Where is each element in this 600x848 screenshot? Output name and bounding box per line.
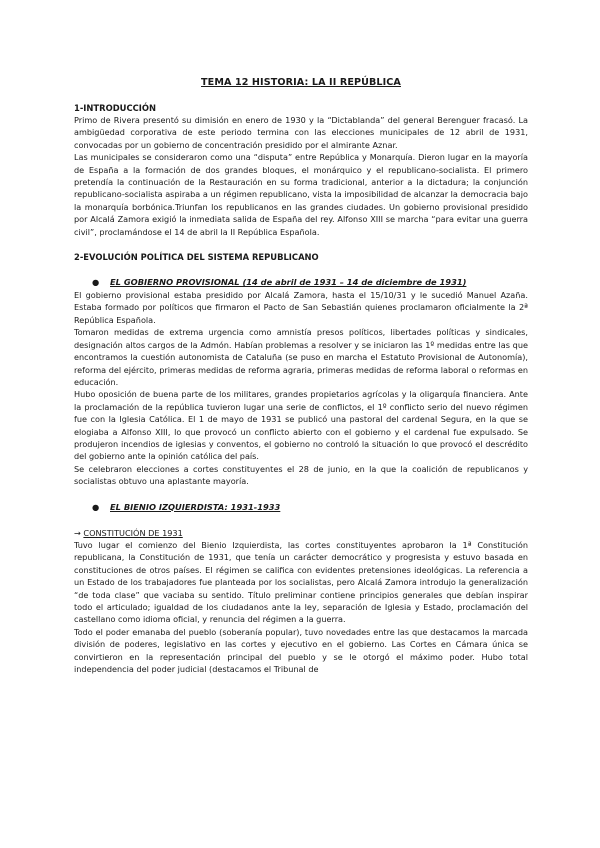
spacer [74, 488, 528, 501]
paragraph: Las municipales se consideraron como una “disputa” entre República y Monarquía. Dieron lugar en la mayoría de España a la formación de dos grandes bloques, el monárquico y el republicano-socialista. El primero pretendía la continuación de la Restauración en su forma tradicional, anterior a la dictadura; la conjunción republicano-socialista aspiraba a un régimen republicano, vista la imposibilidad de alcanzar la democracia bajo la monarquía borbónica.Triunfan los republicanos en las grandes ciudades. Un gobierno provisional presidido por Alcalá Zamora exigió la inmediata salida de España del rey. Alfonso XIII se marcha “para evitar una guerra civil”, proclamándose el 14 de abril la II República Española. [74, 152, 528, 237]
bullet-icon: ● [92, 501, 100, 512]
section-heading-evolucion: 2-EVOLUCIÓN POLÍTICA DEL SISTEMA REPUBLICANO [74, 252, 319, 263]
paragraph: Todo el poder emanaba del pueblo (soberanía popular), tuvo novedades entre las que destacamos la marcada división de poderes, legislativo en las cortes y ejecutivo en el gobierno. Las Cortes en Cámara única se convirtieron en la representación principal del pueblo y se le otorgó el máximo poder. Hubo total independencia del poder judicial (destacamos el Tribunal de [74, 626, 528, 675]
paragraph: Tomaron medidas de extrema urgencia como amnistía presos políticos, libertades políticas y sindicales, designación altos cargos de la Admón. Habían problemas a resolver y se iniciaron las 1º medidas entre las que encontramos la cuestión autonomista de Cataluña (se puso en marcha el Estatuto Provisional de Autonomía), reforma del ejército, primeras medidas de reforma agraria, primeras medidas de reforma laboral o reformas en educación. [74, 327, 528, 387]
bullet-bienio-izquierdista [92, 501, 528, 513]
bullet-label: EL BIENIO IZQUIERDISTA: 1931-1933 [110, 501, 281, 512]
spacer [74, 263, 528, 276]
page-title: TEMA 12 HISTORIA: LA II REPÚBLICA [201, 77, 401, 88]
spacer [74, 514, 528, 527]
section-heading-introduccion: 1-INTRODUCCIÓN [74, 103, 156, 113]
paragraph: Primo de Rivera presentó su dimisión en enero de 1930 y la “Dictablanda” del general Berenguer fracasó. La ambigüedad corporativa de este periodo termina con las elecciones municipales de 12 abril de 1931, convocadas por un gobierno de concentración presidido por el almirante Aznar. [74, 115, 528, 150]
spacer [74, 238, 528, 251]
bullet-icon: ● [92, 277, 100, 288]
paragraph: El gobierno provisional estaba presidido por Alcalá Zamora, hasta el 15/10/31 y le sucedió Manuel Azaña. Estaba formado por políticos que firmaron el Pacto de San Sebastián quienes proclamaron oficialmente la 2ª República Española. [74, 290, 528, 325]
paragraph: Tuvo lugar el comienzo del Bienio Izquierdista, las cortes constituyentes aprobaron la 1ª Constitución republicana, la Constitución de 1931, que tenía un carácter democrático y progresista y estuvo basada en constituciones de otros países. El régimen se califica con evidentes pretensiones ideológicas. La referencia a un Estado de los trabajadores fue planteada por los socialistas, pero Alcalá Zamora introdujo la generalización “de toda clase” que vaciaba su sentido. Título preliminar contiene principios generales que debían inspirar todo el articulado; igualdad de los ciudadanos ante la ley, separación de Iglesia y Estado, proclamación del castellano como idioma oficial, y renuncia del régimen a la guerra. [74, 539, 528, 625]
bullet-gobierno-provisional [92, 276, 528, 288]
arrow-icon: → [74, 527, 81, 538]
bullet-label: EL GOBIERNO PROVISIONAL (14 de abril de 1931 – 14 de diciembre de 1931) [110, 277, 467, 288]
paragraph: Se celebraron elecciones a cortes constituyentes el 28 de junio, en la que la coalición de republicanos y socialistas obtuvo una aplastante mayoría. [74, 463, 528, 487]
paragraph: Hubo oposición de buena parte de los militares, grandes propietarios agrícolas y la oligarquía financiera. Ante la proclamación de la república tuvieron lugar una serie de conflictos, el 1º conflicto serio del nuevo régimen fue con la Iglesia Católica. El 1 de mayo de 1931 se publicó una pastoral del cardenal Segura, en la que se elogiaba a Alfonso XIII, lo que provocó un conflicto abierto con el gobierno y el cardenal fue expulsado. Se produjeron incendios de iglesias y conventos, el gobierno no controló la situación lo que provocó el descrédito del gobierno ante la opinión católica del país. [74, 389, 528, 462]
subheading-label: CONSTITUCIÓN DE 1931 [83, 527, 183, 538]
subheading-constitucion [74, 527, 528, 539]
